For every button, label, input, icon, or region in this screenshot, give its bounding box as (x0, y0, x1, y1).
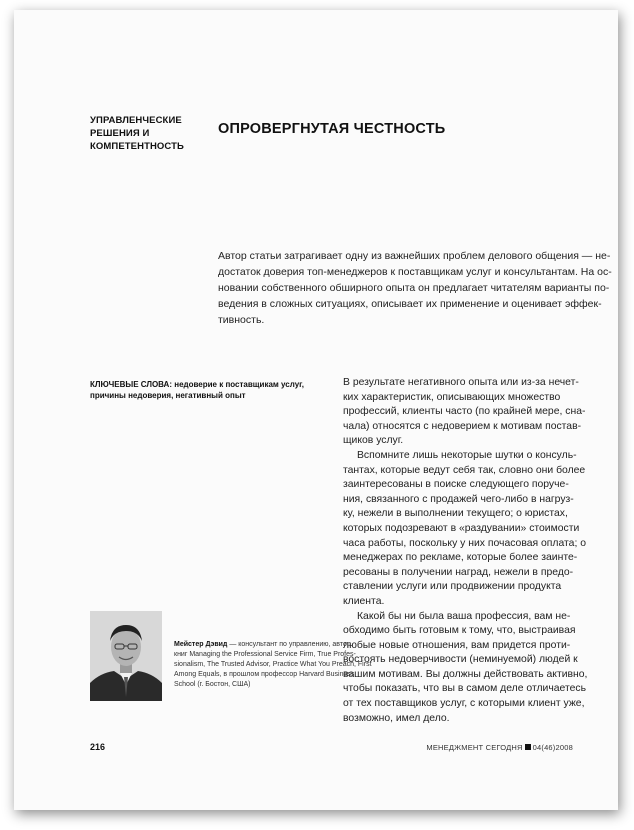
author-photo (90, 611, 162, 701)
body-line: менеджерах по рекламе, которые более заинте- (343, 552, 578, 564)
body-line: Вспомните лишь некоторые шутки о консуль- (357, 449, 577, 461)
author-bio-line: Among Equals, в прошлом профессор Harvard Business (174, 671, 355, 678)
author-bio-first: — консультант по управлению, автор (227, 641, 351, 648)
author-bio (174, 640, 372, 690)
section-label-line-1: УПРАВЛЕНЧЕСКИЕ (90, 115, 182, 126)
journal-footer (426, 743, 573, 752)
body-line: востоять недоверчивости (неминуемой) людей к (343, 654, 578, 666)
journal-issue: 04(46)2008 (532, 743, 573, 752)
body-line: профессий, клиенты часто (по крайней мере, сна- (343, 406, 586, 418)
author-bio-line: sionalism, The Trusted Advisor, Practice What You Preach, First (174, 661, 372, 668)
body-line: тантах, которые ведут себя так, словно они более (343, 464, 586, 476)
section-label (90, 114, 200, 153)
body-line: заинтересованы в поиске следующего поруче- (343, 479, 569, 491)
author-bio-line (174, 640, 351, 650)
body-line: часа работы, поскольку у них почасовая оплата; о (343, 537, 587, 549)
author-bio-line: книг Managing the Professional Service Firm, True Profes- (174, 651, 356, 658)
body-line: от тех поставщиков услуг, с которыми клиент уже, (343, 698, 585, 710)
body-line: ку, нежели в выполнении текущего; о юристах, (343, 508, 568, 520)
keywords-text: недоверие к поставщикам услуг, причины недоверия, негативный опыт (90, 380, 305, 400)
body-line: ния, связанного с продажей чего-либо в нагруз- (343, 493, 574, 505)
body-line: В результате негативного опыта или из-за нечет- (343, 377, 579, 388)
article-body (343, 376, 588, 726)
body-line: обходимо быть готовым к тому, что, выстраивая (343, 625, 576, 637)
body-line: ресованы в получении наград, нежели в предо- (343, 566, 574, 578)
body-line: чала) относятся с недоверием к мотивам постав- (343, 420, 582, 432)
section-label-line-2: РЕШЕНИЯ И (90, 128, 150, 139)
keywords-label: КЛЮЧЕВЫЕ СЛОВА: (90, 380, 172, 389)
author-name: Мейстер Дэвид (174, 641, 228, 648)
article-title: ОПРОВЕРГНУТАЯ ЧЕСТНОСТЬ (218, 121, 446, 137)
lead-line: ведения в сложных ситуациях, описывает их применение и оценивает эффек- (218, 298, 602, 310)
body-line: чтобы показать, что вы в самом деле отличаетесь (343, 683, 587, 695)
body-line: любые новые отношения, вам придется проти- (343, 639, 571, 651)
lead-line: тивность. (218, 314, 265, 326)
journal-name: МЕНЕДЖМЕНТ СЕГОДНЯ (426, 743, 523, 752)
body-line: Какой бы ни была ваша профессия, вам не- (357, 610, 571, 622)
author-portrait-image (90, 611, 162, 701)
body-line: вашим мотивам. Вы должны действовать активно, (343, 668, 588, 680)
article-lead (218, 248, 612, 328)
body-line: клиента. (343, 595, 385, 607)
body-line: ких характеристик, описывающих множество (343, 391, 561, 403)
lead-line: новании собственного обширного опыта он предлагает читателям варианты по- (218, 282, 610, 294)
section-label-line-3: КОМПЕТЕНТНОСТЬ (90, 141, 184, 152)
square-bullet-icon (525, 744, 531, 750)
magazine-page (14, 10, 618, 810)
lead-line: достаток доверия топ-менеджеров к поставщикам услуг и консультантам. На ос- (218, 266, 612, 278)
lead-line: Автор статьи затрагивает одну из важнейших проблем делового общения — не- (218, 250, 611, 262)
body-line: возможно, имел дело. (343, 712, 450, 724)
keywords (90, 379, 340, 401)
body-line: ставлении услуги или продвижении продукта (343, 581, 562, 593)
author-bio-line: School (г. Бостон, США) (174, 681, 251, 688)
body-line: щиков услуг. (343, 435, 404, 447)
page-number: 216 (90, 742, 106, 752)
body-line: которых подозревают в «раздувании» стоимости (343, 522, 580, 534)
